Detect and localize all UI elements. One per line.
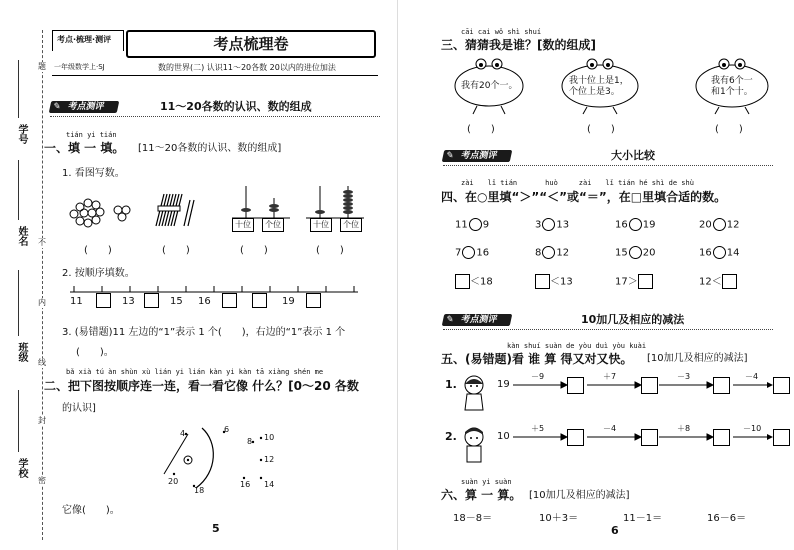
title-box xyxy=(126,30,376,58)
number-line-11: 11 xyxy=(70,296,83,307)
dot-label-12: 12 xyxy=(264,455,275,464)
chain2-op-2: －4 xyxy=(603,424,617,433)
chain2-number: 2. xyxy=(445,430,457,443)
chain2-box-2[interactable] xyxy=(641,429,658,446)
q1-1-answer-3[interactable]: ( ) xyxy=(240,245,268,256)
section1-badge: ✎ 考点测评 xyxy=(49,101,120,113)
section2-rule xyxy=(443,165,773,166)
chain1-op-3: －3 xyxy=(677,372,691,381)
side-label-name: 姓名 xyxy=(16,226,27,246)
side-label-id: 学号 xyxy=(16,124,27,144)
header-sub: 一年级数学上·SJ xyxy=(54,63,105,71)
chain2-op-3: ＋8 xyxy=(677,424,691,433)
q3-answer-1[interactable]: ( ) xyxy=(467,124,495,135)
chain2-start: 10 xyxy=(497,431,510,442)
q6-item-1[interactable]: 18－8＝ xyxy=(453,513,493,524)
compare-circle[interactable] xyxy=(542,246,555,259)
number-line-blank-20[interactable] xyxy=(306,293,321,308)
q6-pinyin: suàn yi suàn xyxy=(461,478,512,486)
side-line-class xyxy=(18,270,19,336)
number-line-15: 15 xyxy=(170,296,183,307)
number-line-blank-12[interactable] xyxy=(96,293,111,308)
dot-label-20: 20 xyxy=(168,477,179,486)
q4-label: 四、在○里填“＞”“＜”或“＝”，在□里填合适的数。 xyxy=(441,190,727,204)
section2-badge: ✎ 考点测评 xyxy=(442,150,513,162)
header-tag: 考点·梳理·测评 xyxy=(57,35,112,44)
chain2-op-1: ＋5 xyxy=(531,424,545,433)
q5-tag: [10加几及相应的减法] xyxy=(647,353,748,364)
compare-circle[interactable] xyxy=(469,218,482,231)
chain1-box-2[interactable] xyxy=(641,377,658,394)
q6-tag: [10加几及相应的减法] xyxy=(529,490,630,501)
side-label-class: 班级 xyxy=(16,342,27,362)
side-line-id xyxy=(18,60,19,118)
fold-mark-6: 密 xyxy=(38,476,46,485)
fill-box[interactable] xyxy=(455,274,470,289)
number-line-19: 19 xyxy=(282,296,295,307)
section1-rule xyxy=(50,116,380,117)
dot-label-16: 16 xyxy=(240,480,251,489)
stick-bundle-picture xyxy=(150,190,200,230)
chain1-start: 19 xyxy=(497,379,510,390)
fill-box[interactable] xyxy=(535,274,550,289)
q1-tag: [11～20各数的认识、数的组成] xyxy=(138,143,282,154)
abacus-2-ones-label: 个位 xyxy=(340,218,362,232)
section3-title: 10加几及相应的减法 xyxy=(581,313,685,326)
compare-item: 16 14 xyxy=(699,247,740,259)
chain1-box-3[interactable] xyxy=(713,377,730,394)
q2-label: 二、把下图按顺序连一连，看一看它像 什么？[0～20 各数 xyxy=(44,379,359,393)
chain1-op-1: －9 xyxy=(531,372,545,381)
side-line-name xyxy=(18,160,19,220)
chain2-box-4[interactable] xyxy=(773,429,790,446)
q1-3-text: 3. (易错题)11 左边的“1”表示 1 个( )，右边的“1”表示 1 个 xyxy=(62,327,346,338)
fill-box[interactable] xyxy=(722,274,737,289)
compare-item: 8 12 xyxy=(535,247,570,259)
q6-label: 六、算 一 算。 xyxy=(441,488,522,502)
compare-circle[interactable] xyxy=(629,218,642,231)
fold-mark-1: 题 xyxy=(38,62,46,71)
q3-answer-3[interactable]: ( ) xyxy=(715,124,743,135)
number-line-blank-18[interactable] xyxy=(252,293,267,308)
chain2-op-4: －10 xyxy=(743,424,762,433)
number-line-13: 13 xyxy=(122,296,135,307)
side-line-school xyxy=(18,390,19,452)
q5-label: 五、(易错题)看 谁 算 得又对又快。 xyxy=(441,352,633,366)
compare-item: 15 20 xyxy=(615,247,656,259)
counter-ring-picture xyxy=(66,196,146,230)
q2-label-cont: 的认识] xyxy=(62,403,96,414)
fill-item: ＜18 xyxy=(455,274,493,290)
compare-item: 7 16 xyxy=(455,247,490,259)
bubble-text-3: 我有6个一 和1个十。 xyxy=(711,76,753,97)
section2-title: 大小比较 xyxy=(611,149,655,162)
compare-circle[interactable] xyxy=(629,246,642,259)
q6-item-4[interactable]: 16－6＝ xyxy=(707,513,747,524)
dot-label-4: 4 xyxy=(180,429,186,438)
compare-circle[interactable] xyxy=(462,246,475,259)
chain1-op-2: ＋7 xyxy=(603,372,617,381)
abacus-1-ones-label: 个位 xyxy=(262,218,284,232)
chain1-box-1[interactable] xyxy=(567,377,584,394)
fill-item: ＜13 xyxy=(535,274,573,290)
page-title: 考点梳理卷 xyxy=(213,35,289,53)
number-line-blank-14[interactable] xyxy=(144,293,159,308)
q3-answer-2[interactable]: ( ) xyxy=(587,124,615,135)
header-rule xyxy=(52,75,378,76)
chain2-box-3[interactable] xyxy=(713,429,730,446)
page-subtitle: 数的世界(二) 认识11～20各数 20以内的进位加法 xyxy=(158,63,336,72)
dot-label-18: 18 xyxy=(194,486,205,495)
fold-mark-4: 线 xyxy=(38,358,46,367)
section3-badge: ✎ 考点测评 xyxy=(442,314,513,326)
fill-item: 17＞ xyxy=(615,274,653,290)
q1-1-answer-1[interactable]: ( ) xyxy=(84,245,112,256)
compare-item: 3 13 xyxy=(535,219,570,231)
dot-label-10: 10 xyxy=(264,433,275,442)
q1-2-label: 2. 按顺序填数。 xyxy=(62,268,135,279)
compare-circle[interactable] xyxy=(713,246,726,259)
fold-mark-5: 封 xyxy=(38,416,46,425)
q1-1-answer-4[interactable]: ( ) xyxy=(316,245,344,256)
right-page-number: 6 xyxy=(611,524,619,537)
binding-strip xyxy=(42,30,43,540)
dot-label-6: 6 xyxy=(224,425,230,434)
bubble-text-1: 我有20个一。 xyxy=(461,81,518,91)
q2-pinyin: bǎ xià tú àn shùn xù lián yi lián kàn yi kàn tā xiàng shén me xyxy=(66,368,324,376)
abacus-2-tens-label: 十位 xyxy=(310,218,332,232)
number-line-16: 16 xyxy=(198,296,211,307)
compare-item: 20 12 xyxy=(699,219,740,231)
dot-label-8: 8 xyxy=(247,437,253,446)
bubble-text-2: 我十位上是1， 个位上是3。 xyxy=(569,76,629,97)
compare-circle[interactable] xyxy=(542,218,555,231)
chain1-op-4: －4 xyxy=(745,372,759,381)
q5-pinyin: kàn shuí suàn de yòu duì yòu kuài xyxy=(507,342,647,350)
q1-label: 一、填 一 填。 xyxy=(44,141,125,155)
q3-pinyin: cāi cai wǒ shì shuí xyxy=(461,28,542,36)
compare-item: 16 19 xyxy=(615,219,656,231)
chain2-box-1[interactable] xyxy=(567,429,584,446)
left-page-number: 5 xyxy=(212,522,220,535)
dot-label-14: 14 xyxy=(264,480,275,489)
abacus-1-tens-label: 十位 xyxy=(232,218,254,232)
compare-item: 11 9 xyxy=(455,219,490,231)
header-tag-box xyxy=(52,30,124,51)
q4-pinyin: zài lǐ tián huò zài lǐ tián hé shì de shù xyxy=(461,179,694,187)
fill-item: 12＜ xyxy=(699,274,737,290)
q1-pinyin: tián yi tián xyxy=(66,131,117,139)
child-girl-icon xyxy=(461,374,487,412)
q1-1-answer-2[interactable]: ( ) xyxy=(162,245,190,256)
header-block xyxy=(52,30,378,76)
fold-mark-3: 内 xyxy=(38,298,46,307)
q2-answer[interactable]: 它像( )。 xyxy=(62,505,120,516)
q6-item-3[interactable]: 11－1＝ xyxy=(623,513,663,524)
section3-rule xyxy=(443,329,773,330)
fold-mark-2: 不 xyxy=(38,238,46,247)
q1-1-label: 1. 看图写数。 xyxy=(62,168,125,179)
number-line-blank-17[interactable] xyxy=(222,293,237,308)
q6-item-2[interactable]: 10＋3＝ xyxy=(539,513,579,524)
compare-circle[interactable] xyxy=(713,218,726,231)
chain1-box-4[interactable] xyxy=(773,377,790,394)
fill-box[interactable] xyxy=(638,274,653,289)
right-page xyxy=(397,0,794,550)
child-boy-icon xyxy=(461,426,487,464)
q1-3-text-cont: ( )。 xyxy=(76,347,114,358)
section1-title: 11～20各数的认识、数的组成 xyxy=(160,100,312,113)
chain1-number: 1. xyxy=(445,378,457,391)
q3-label: 三、猜猜我是谁？[数的组成] xyxy=(441,38,596,52)
side-label-school: 学校 xyxy=(16,458,27,478)
